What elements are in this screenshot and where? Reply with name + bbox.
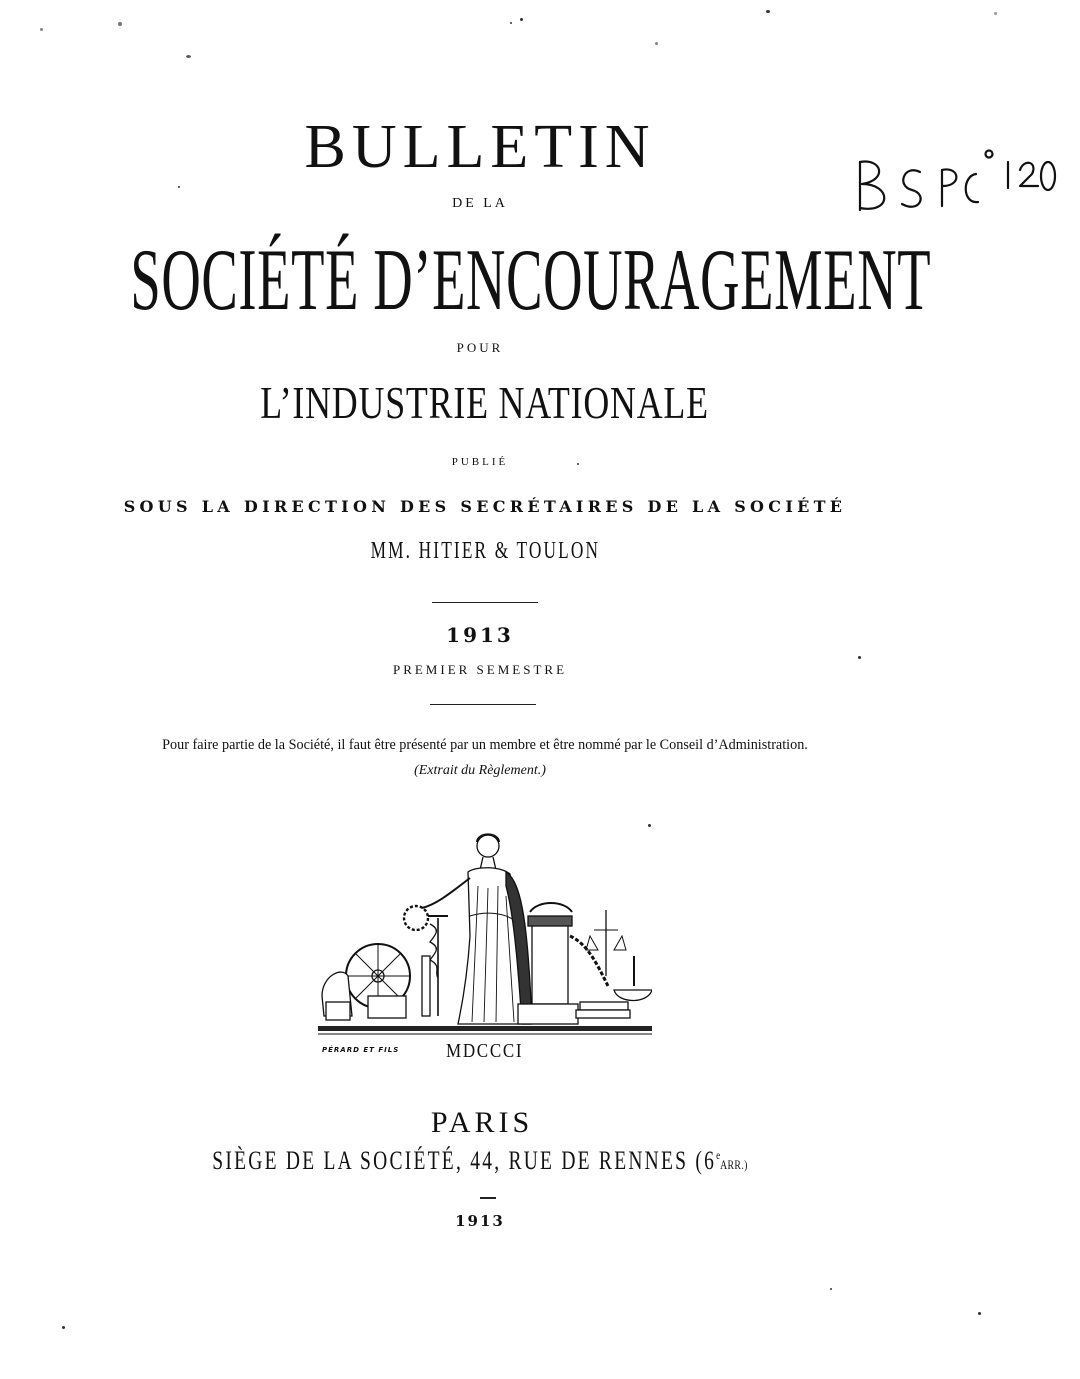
editors-line: [0, 538, 1025, 565]
engraver-credit: PÉRARD ET FILS: [322, 1046, 400, 1054]
title-de-la: DE LA: [452, 196, 508, 211]
title-industrie: [0, 376, 1025, 429]
title-industrie-text: L’INDUSTRIE NATIONALE: [260, 377, 710, 428]
emblem-date: [446, 1040, 537, 1063]
divider-rule: [430, 704, 536, 705]
address-arrondissement: ARR.): [720, 1157, 748, 1172]
imprint-address: [0, 1146, 1020, 1176]
editors-text: MM. HITIER & TOULON: [370, 538, 600, 564]
emblem-date-text: MDCCCI: [446, 1040, 524, 1062]
published-label: PUBLIÉ: [451, 456, 509, 468]
title-bulletin: BULLETIN: [304, 113, 656, 181]
issue-semester: PREMIER SEMESTRE: [392, 662, 568, 677]
issue-year: 1913: [446, 623, 514, 647]
address-main: SIÈGE DE LA SOCIÉTÉ, 44, RUE DE RENNES (6: [212, 1146, 717, 1175]
address-superscript: e: [716, 1148, 721, 1162]
imprint-year: 1913: [455, 1212, 505, 1230]
title-societe: [0, 230, 965, 331]
divider-rule: [432, 602, 538, 603]
imprint-city: PARIS: [430, 1106, 534, 1139]
membership-rule-source: (Extrait du Règlement.): [414, 763, 546, 778]
allegorical-emblem-engraving: [318, 826, 652, 1040]
title-pour: POUR: [456, 340, 504, 355]
short-dash-rule: [480, 1197, 496, 1199]
membership-rule-text: Pour faire partie de la Société, il faut être présenté par un membre et être nommé par le Conseil d’Administration.: [162, 737, 808, 753]
direction-line: SOUS LA DIRECTION DES SECRÉTAIRES DE LA SOCIÉTÉ: [123, 497, 847, 516]
title-societe-text: SOCIÉTÉ D’ENCOURAGEMENT: [130, 232, 932, 329]
imprint-address-text: [212, 1146, 748, 1176]
